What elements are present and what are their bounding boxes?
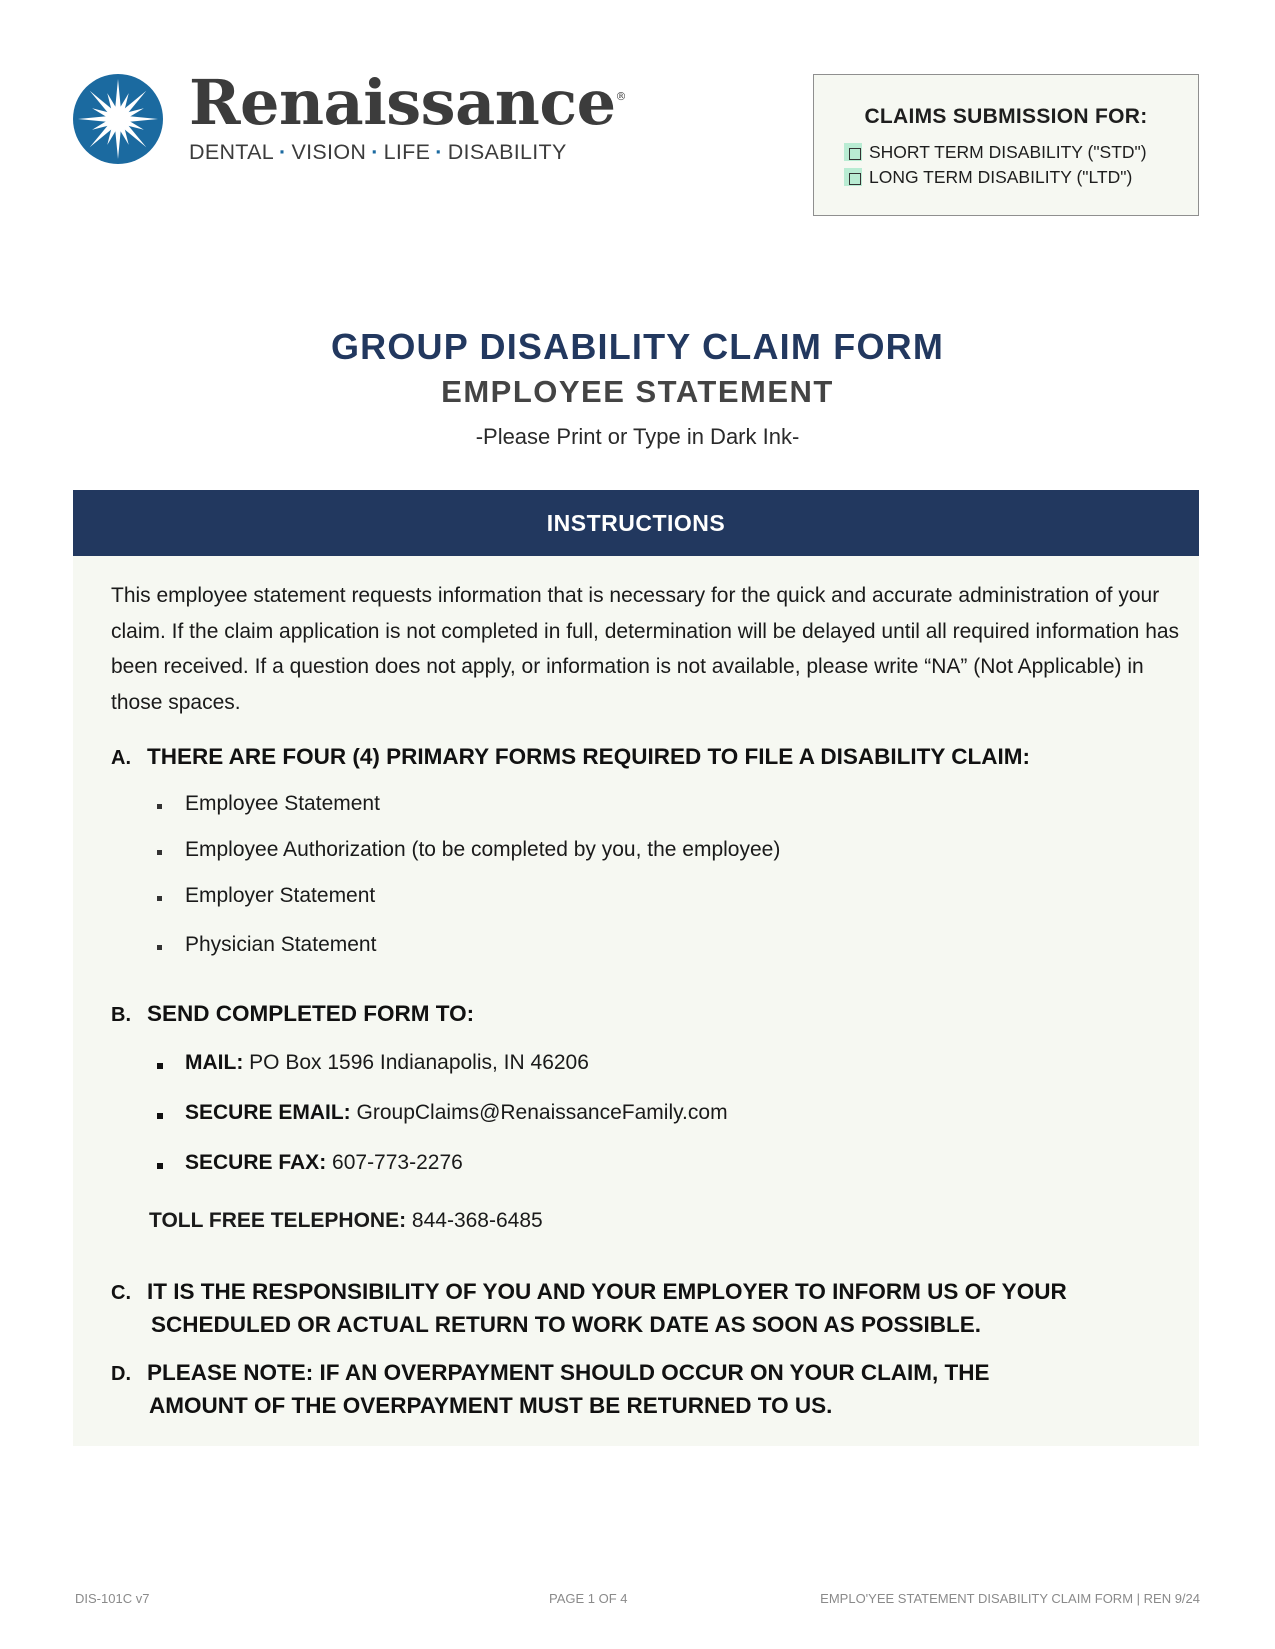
email-link[interactable]: GroupClaims@RenaissanceFamily.com [356, 1101, 728, 1124]
list-item: Employer Statement [185, 884, 375, 908]
starburst-logo-icon [73, 74, 163, 164]
instructions-intro: This employee statement requests information that is necessary for the quick and accurate administration of your claim. If the claim application is not completed in full, determination will be delayed until all required information has been received. If a question does not apply, or information is not available, please write “NA” (Not Applicable) in those spaces. [111, 584, 1180, 714]
logo-wordmark: Renaissance® [189, 66, 627, 139]
section-c-heading: C. IT IS THE RESPONSIBILITY OF YOU AND YOUR EMPLOYER TO INFORM US OF YOUR SCHEDULED OR ACTUAL RETURN TO WORK DATE AS SOON AS POSSIBLE. [111, 1279, 1067, 1337]
form-subtitle: EMPLOYEE STATEMENT [441, 374, 834, 409]
secure-email: SECURE EMAIL: GroupClaims@RenaissanceFamily.com [185, 1101, 728, 1125]
std-option[interactable] [844, 142, 1147, 163]
section-a-heading: A. THERE ARE FOUR (4) PRIMARY FORMS REQUIRED TO FILE A DISABILITY CLAIM: [111, 744, 1030, 769]
instructions-banner: INSTRUCTIONS [73, 490, 1199, 556]
list-item: Physician Statement [185, 933, 376, 957]
instructions-panel [73, 490, 1199, 1446]
std-checkbox[interactable] [844, 143, 862, 161]
list-item: Employee Statement [185, 792, 380, 816]
logo-tagline: DENTAL · VISION · LIFE · DISABILITY [189, 140, 567, 164]
ltd-label: LONG TERM DISABILITY ("LTD") [869, 167, 1133, 187]
std-label: SHORT TERM DISABILITY ("STD") [869, 142, 1147, 162]
claims-submission-title: CLAIMS SUBMISSION FOR: [864, 105, 1148, 128]
footer-form-code: DIS-101C v7 [75, 1591, 150, 1606]
list-item: Employee Authorization (to be completed by you, the employee) [185, 838, 780, 862]
section-b-heading: B. SEND COMPLETED FORM TO: [111, 1001, 475, 1026]
footer-form-name: EMPLO'YEE STATEMENT DISABILITY CLAIM FORM | REN 9/24 [820, 1591, 1200, 1606]
form-title: GROUP DISABILITY CLAIM FORM [330, 326, 945, 367]
ltd-checkbox[interactable] [844, 168, 862, 186]
footer-page-number: PAGE 1 OF 4 [549, 1591, 628, 1606]
claims-submission-box [813, 74, 1199, 216]
mail-address: MAIL: PO Box 1596 Indianapolis, IN 46206 [185, 1051, 589, 1075]
section-d-heading: D. PLEASE NOTE: IF AN OVERPAYMENT SHOULD OCCUR ON YOUR CLAIM, THE AMOUNT OF THE OVERPAYMENT MUST BE RETURNED TO US. [111, 1360, 990, 1418]
company-logo [73, 66, 627, 172]
print-instruction: -Please Print or Type in Dark Ink- [475, 424, 800, 449]
secure-fax: SECURE FAX: 607-773-2276 [185, 1151, 463, 1175]
ltd-option[interactable] [844, 167, 1132, 188]
toll-free-telephone: TOLL FREE TELEPHONE: 844-368-6485 [149, 1209, 543, 1232]
